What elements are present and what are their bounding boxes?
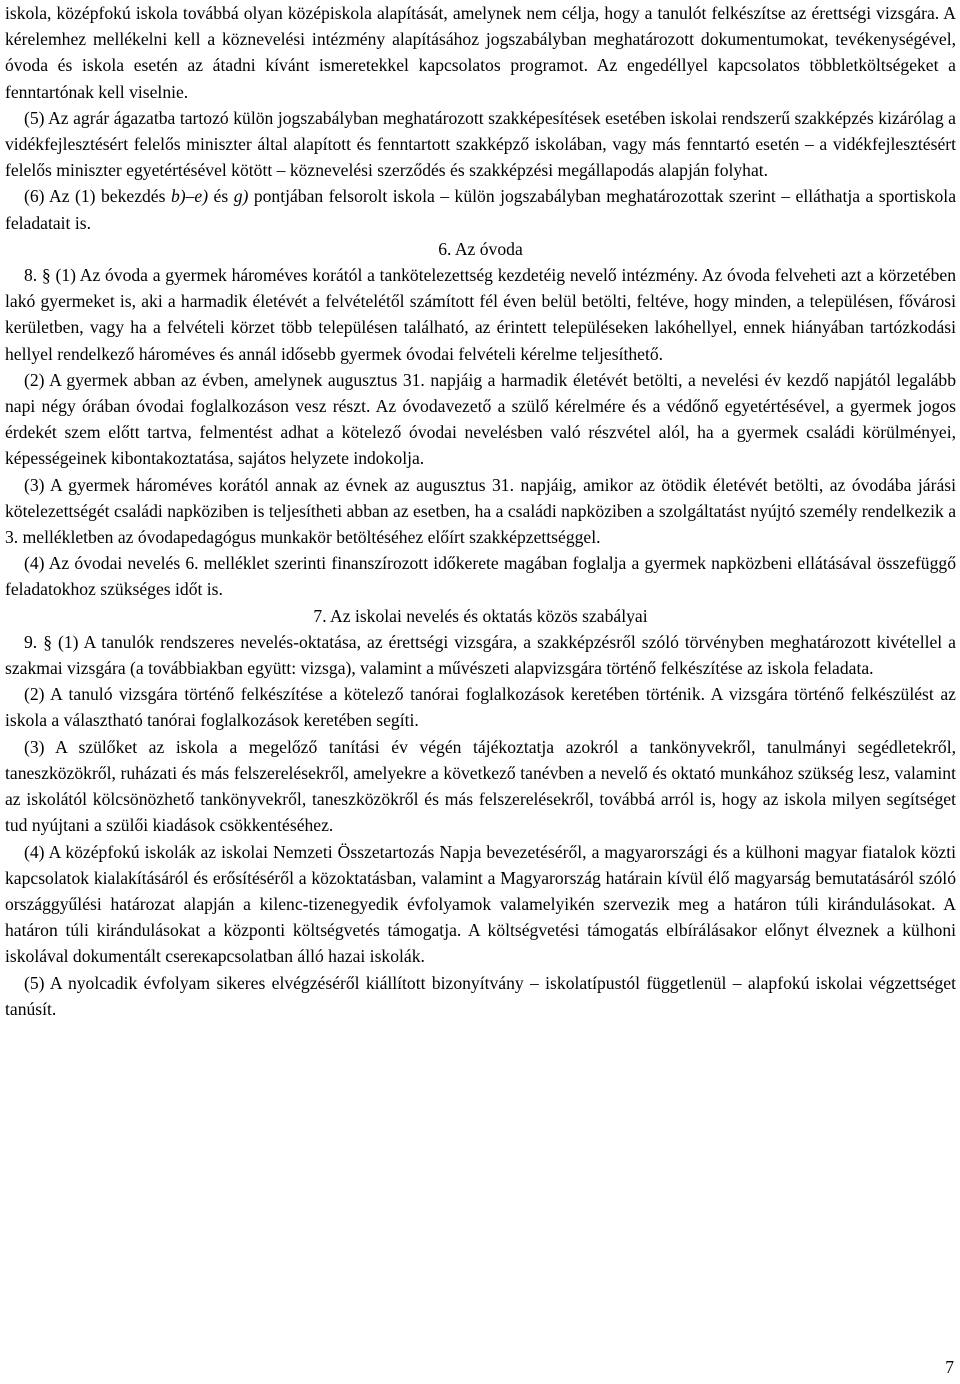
section-heading-7: 7. Az iskolai nevelés és oktatás közös szabályai [313, 605, 648, 626]
document-body [5, 0, 956, 1022]
section-9-paragraph-3: (3) A szülőket az iskola a megelőző tanítási év végén tájékoztatja azokról a tankönyvekről, tanulmányi segédletekről, taneszközökről, ruházati és más felszerelésekről, amelyekre a következő tanévben a nevelő és oktató munkához szükség lesz, valamint az iskolától kölcsönözhető tankönyvekről, taneszközökről és más felszerelésekről, továbbá arról is, hogy az iskola milyen segítséget tud nyújtani a szülői kiadások csökkentéséhez. [5, 736, 956, 836]
paragraph-continuation: iskola, középfokú iskola továbbá olyan középiskola alapítását, amelynek nem célja, hogy a tanulót felkészítse az érettségi vizsgára. A kérelemhez mellékelni kell a köznevelési intézmény alapításához jogszabályban meghatározott dokumentumokat, tevékenységével, óvoda és iskola esetén az átadni kívánt ismeretekkel kapcsolatos programot. Az engedéllyel kapcsolatos többletköltségeket a fenntartónak kell viselnie. [5, 3, 956, 102]
paragraph-6-conjunction: és [208, 186, 234, 207]
paragraph-5: (5) Az agrár ágazatba tartozó külön jogszabályban meghatározott szakképesítések esetében iskolai rendszerű szakképzés kizárólag a vidékfejlesztésért felelős miniszter által alapított és fenntartott szakképző iskolában, vagy más fenntartó esetén – a vidékfejlesztésért felelős miniszter egyetértésével kötött – köznevelési szerződés és szakképzési megállapodás alapján folyhat. [5, 107, 956, 181]
section-9-paragraph-2: (2) A tanuló vizsgára történő felkészítése a kötelező tanórai foglalkozások keretében történik. A vizsgára történő felkészülést az iskola a választható tanórai foglalkozások keretében segíti. [5, 684, 956, 731]
section-8-paragraph-2: (2) A gyermek abban az évben, amelynek augusztus 31. napjáig a harmadik életévét betölti, a nevelési év kezdő napjától legalább napi négy órában óvodai foglalkozáson vesz részt. Az óvodavezető a szülő kérelmére és a védőnő egyetértésével, a gyermek jogos érdekét szem előtt tartva, felmentést adhat a kötelező óvodai nevelésben való részvétel alól, ha a gyermek családi körülményei, képességeinek kibontakoztatása, sajátos helyzete indokolja. [5, 369, 956, 469]
section-9-paragraph-5: (5) A nyolcadik évfolyam sikeres elvégzéséről kiállított bizonyítvány – iskolatípustól függetlenül – alapfokú iskolai végzettséget tanúsít. [5, 972, 956, 1019]
section-8-paragraph-3: (3) A gyermek hároméves korától annak az évnek az augusztus 31. napjáig, amikor az ötödik életévét betölti, az óvodába járási kötelezettségét családi napköziben is teljesítheti abban az esetben, ha a családi napköziben a szolgáltatást nyújtó személy rendelkezik a 3. mellékletben az óvodapedagógus munkakör betöltéséhez előírt szakképzettséggel. [5, 474, 956, 548]
section-8-paragraph-1: 8. § (1) Az óvoda a gyermek hároméves korától a tankötelezettség kezdetéig nevelő intézmény. Az óvoda felveheti azt a körzetében lakó gyermeket is, aki a harmadik életévét a felvételétől számított fél éven belül betölti, feltéve, hogy minden, a településen, fővárosi kerületben, vagy ha a felvételi körzet több településen található, az érintett településeken lakóhellyel, ennek hiányában tartózkodási hellyel rendelkező hároméves és annál idősebb gyermek óvodai felvételi kérelme teljesíthető. [5, 265, 956, 364]
paragraph-6-start: (6) Az (1) bekezdés [24, 186, 171, 207]
page-number: 7 [945, 1357, 954, 1377]
point-reference-g: g) [233, 186, 249, 207]
paragraph-6-end: pontjában felsorolt iskola – külön jogszabályban meghatározottak szerint – elláthatja a sportiskola feladatait is. [5, 186, 957, 233]
section-9-paragraph-1: 9. § (1) A tanulók rendszeres nevelés-oktatása, az érettségi vizsgára, a szakképzésről szóló törvényben meghatározott kivétellel a szakmai vizsgára (a továbbiakban együtt: vizsga), valamint a művészeti alapvizsgára történő felkészítése az iskola feladata. [5, 631, 956, 679]
point-reference-b-e: b)–e) [170, 186, 209, 207]
paragraph-6 [5, 183, 956, 235]
section-heading-6: 6. Az óvoda [438, 238, 523, 259]
section-8-paragraph-4: (4) Az óvodai nevelés 6. melléklet szerinti finanszírozott időkerete magában foglalja a gyermek napközbeni ellátásával összefüggő feladatokhoz szükséges időt is. [5, 553, 956, 600]
section-9-paragraph-4: (4) A középfokú iskolák az iskolai Nemzeti Összetartozás Napja bevezetéséről, a magyarországi és a külhoni magyar fiatalok közti kapcsolatok kialakításáról és erősítéséről a közoktatásban, valamint a Magyarország határain kívül élő magyarság bemutatásáról szóló országgyűlési határozat alapján a kilenc-tizenegyedik évfolyamok valamelyikén szervezik meg a határon túli kirándulásokat. A határon túli kirándulásokat a központi költségvetés támogatja. A költségvetési támogatás elbírálásakor előnyt élveznek a külhoni iskolával dokumentált csereкapcsolatban álló hazai iskolák. [5, 841, 956, 967]
